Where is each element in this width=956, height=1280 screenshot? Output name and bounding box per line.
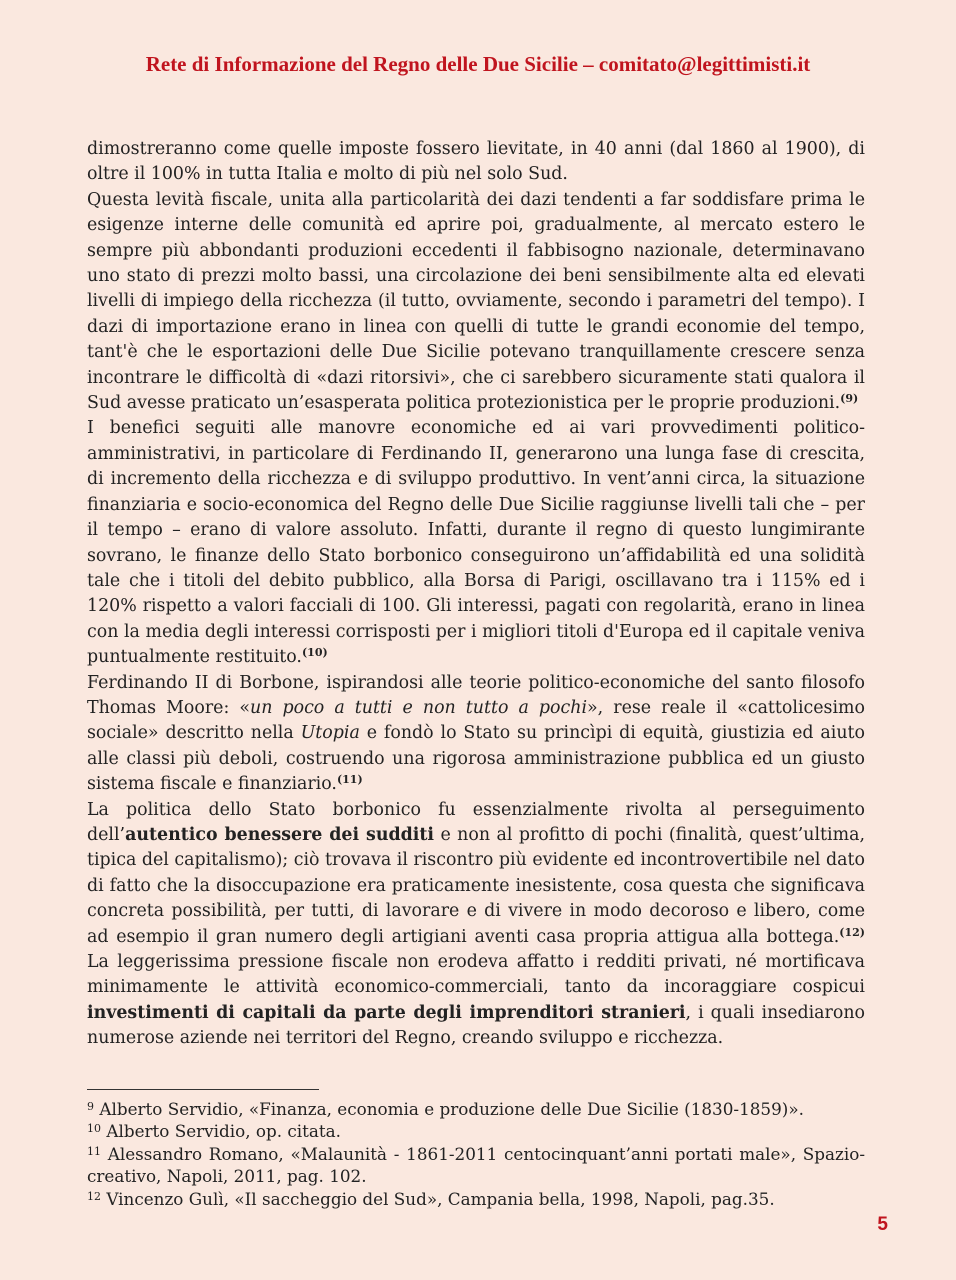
note-ref-12: (12) [839,925,865,939]
paragraph-text: , i quali insediarono numerose aziende nei territori del Regno, creando sviluppo e ricchezza. [87,1002,865,1049]
footnote-number: 11 [87,1144,101,1158]
footnote-text: Alessandro Romano, «Malaunità - 1861-2011 centocinquant’anni portati male», Spazio-creativo, Napoli, 2011, pag. 102. [87,1143,865,1187]
paragraph-text: La leggerissima pressione fiscale non erodeva affatto i redditi privati, né mortificava minimamente le attività economico-commerciali, tanto da incoraggiare cospicui [87,952,865,998]
page-header [0,52,956,77]
footnote-text: Vincenzo Gulì, «Il saccheggio del Sud», Campania bella, 1998, Napoli, pag.35. [101,1188,775,1209]
footnote-text: Alberto Servidio, «Finanza, economia e produzione delle Due Sicilie (1830-1859)». [94,1099,804,1119]
footnote-divider [87,1089,319,1090]
footnote-9 [87,1098,865,1120]
paragraph-4 [87,671,865,798]
paragraph-text: », rese reale il «cattolicesimo sociale» descritto nella [87,697,865,744]
paragraph-1 [87,137,865,188]
main-text [87,137,865,1052]
quote-italic: un poco a tutti e non tutto a pochi [250,697,588,718]
footnote-number: 10 [87,1122,101,1136]
paragraph-text: I benefici seguiti alle manovre economiche ed ai vari provvedimenti politico-amministrativi, in particolare di Ferdinando II, generarono una lunga fase di crescita, di incremento della ricchezza e di sviluppo produttivo. In vent’anni circa, la situazione finanziaria e socio-economica del Regno delle Due Sicilie raggiunse livelli tali che – per il tempo – erano di valore assoluto. Infatti, durante il regno di questo lungimirante sovrano, le finanze dello Stato borbonico conseguirono un’affidabilità ed una solidità tale che i titoli del debito pubblico, alla Borsa di Parigi, oscillavano tra i 115% ed i 120% rispetto a valori facciali di 100. Gli interessi, pagati con regolarità, erano in linea con la media degli interessi corrisposti per i migliori titoli d'Europa ed il capitale veniva puntualmente restituito. [87,418,865,668]
note-ref-10: (10) [301,646,328,660]
paragraph-text: Questa levità fiscale, unita alla particolarità dei dazi tendenti a far soddisfare prima le esigenze interne delle comunità ed aprire poi, gradualmente, al mercato estero le sempre più abbondanti produzioni eccedenti il fabbisogno nazionale, determinavano uno stato di prezzi molto bassi, una circolazione dei beni sensibilmente alta ed elevati livelli di impiego della ricchezza (il tutto, ovviamente, secondo i parametri del tempo). I dazi di importazione erano in linea con quelli di tutte le grandi economie del tempo, tant'è che le esportazioni delle Due Sicilie potevano tranquillamente crescere senza incontrare le difficoltà di «dazi ritorsivi», che ci sarebbero sicuramente stati qualora il Sud avesse praticato un’esasperata politica protezionistica per le proprie produzioni. [87,189,865,414]
bold-phrase-investimenti: investimenti di capitali da parte degli imprenditori stranieri [87,1002,686,1023]
note-ref-9: (9) [840,392,859,406]
paragraph-text: e non al profitto di pochi (finalità, quest’ultima, tipica del capitalismo); ciò trovava il riscontro più evidente ed incontrovertibile nel dato di fatto che la disoccupazione era praticamente inesistente, cosa questa che significava concreta possibilità, per tutti, di lavorare e di vivere in modo decoroso e libero, come ad esempio il gran numero degli artigiani aventi casa propria attigua alla bottega. [87,824,865,947]
footnote-text: Alberto Servidio, op. citata. [101,1121,341,1142]
footnote-10 [87,1120,865,1142]
note-ref-11: (11) [336,773,363,787]
page-number: 5 [877,1214,888,1235]
paragraph-text: dimostreranno come quelle imposte fossero lievitate, in 40 anni (dal 1860 al 1900), di oltre il 100% in tutta Italia e molto di più nel solo Sud. [87,139,865,185]
paragraph-2 [87,188,865,417]
footnote-number: 12 [87,1189,101,1203]
footnotes [87,1098,865,1210]
utopia-italic: Utopia [300,723,360,744]
bold-phrase-benessere: autentico benessere dei sudditi [125,824,435,845]
paragraph-5 [87,798,865,1052]
footnote-12 [87,1188,865,1210]
paragraph-text: e fondò lo Stato su princìpi di equità, giustizia ed aiuto alle classi più deboli, costruendo una rigorosa amministrazione pubblica ed un giusto sistema fiscale e finanziario. [87,723,865,795]
paragraph-text: Ferdinando II di Borbone, ispirandosi alle teorie politico-economiche del santo filosofo Thomas Moore: « [87,672,865,718]
footnote-number: 9 [87,1100,94,1113]
paragraph-3 [87,416,865,670]
header-title: Rete di Informazione del Regno delle Due Sicilie – comitato@legittimisti.it [145,52,811,76]
footnote-11 [87,1143,865,1188]
paragraph-text: La politica dello Stato borbonico fu essenzialmente rivolta al perseguimento dell’ [87,799,865,845]
